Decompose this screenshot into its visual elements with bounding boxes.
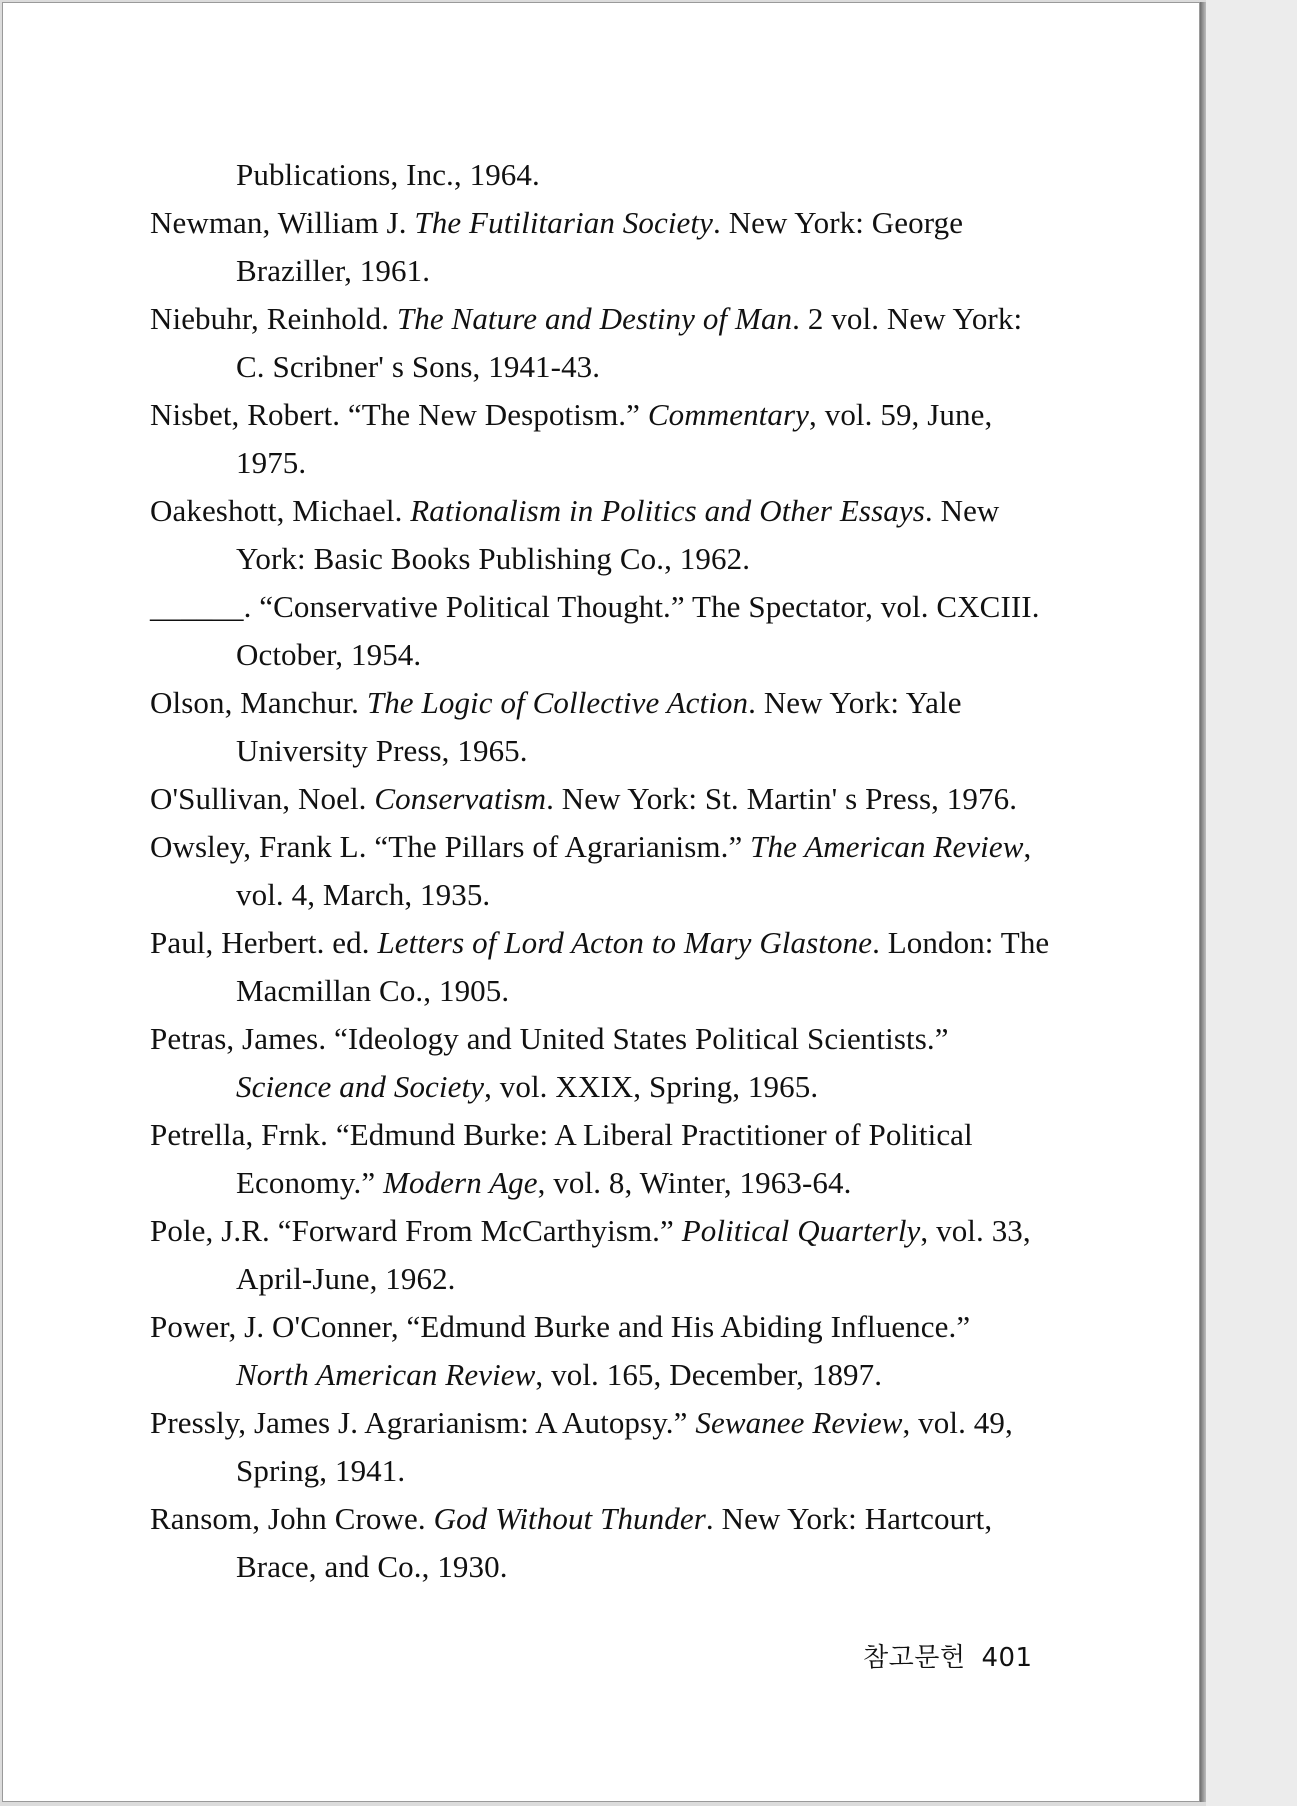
- reference-entry: [150, 199, 1050, 295]
- reference-entry: [150, 583, 1050, 679]
- reference-text: . New York: Yale University Press, 1965.: [236, 685, 962, 768]
- reference-entry: [150, 487, 1050, 583]
- reference-text: . 2 vol. New York: C. Scribner' s Sons, 1941-43.: [236, 301, 1023, 384]
- reference-title: Letters of Lord Acton to Mary Glastone: [377, 925, 873, 960]
- reference-title: Commentary: [647, 397, 810, 432]
- reference-text: . New York: Hartcourt, Brace, and Co., 1930.: [236, 1501, 993, 1584]
- reference-text: , vol. XXIX, Spring, 1965.: [484, 1069, 819, 1104]
- reference-text: , vol. 165, December, 1897.: [535, 1357, 883, 1392]
- reference-text: . New York: George Braziller, 1961.: [236, 205, 964, 288]
- reference-text: , vol. 59, June, 1975.: [236, 397, 993, 480]
- reference-title: The Logic of Collective Action: [366, 685, 749, 720]
- viewer-gutter: [1206, 0, 1297, 1806]
- reference-text: Owsley, Frank L. “The Pillars of Agrarianism.”: [150, 829, 751, 864]
- reference-title: Conservatism: [374, 781, 547, 816]
- reference-text: Paul, Herbert. ed.: [150, 925, 378, 960]
- reference-text: . New York: St. Martin' s Press, 1976.: [546, 781, 1018, 816]
- reference-entry: [150, 823, 1050, 919]
- reference-title: The American Review: [750, 829, 1024, 864]
- reference-entry: [150, 679, 1050, 775]
- reference-text: Publications, Inc., 1964.: [236, 157, 540, 192]
- document-page: [2, 2, 1200, 1802]
- reference-text: Petrella, Frnk. “Edmund Burke: A Liberal Practitioner of Political Economy.”: [150, 1117, 973, 1200]
- reference-text: , vol. 33, April-June, 1962.: [236, 1213, 1031, 1296]
- reference-text: Oakeshott, Michael.: [150, 493, 411, 528]
- reference-title: Science and Society: [236, 1069, 485, 1104]
- reference-entry: [150, 1399, 1050, 1495]
- reference-text: Pole, J.R. “Forward From McCarthyism.”: [150, 1213, 682, 1248]
- reference-text: O'Sullivan, Noel.: [150, 781, 375, 816]
- reference-text: . New York: Basic Books Publishing Co., 1962.: [236, 493, 1000, 576]
- reference-text: Pressly, James J. Agrarianism: A Autopsy.”: [150, 1405, 696, 1440]
- reference-text: , vol. 8, Winter, 1963-64.: [537, 1165, 852, 1200]
- reference-entry: [150, 151, 1050, 199]
- reference-text: ______. “Conservative Political Thought.” The Spectator, vol. CXCIII. October, 1954.: [150, 589, 1040, 672]
- reference-entry: [150, 919, 1050, 1015]
- page-number: 401: [981, 1643, 1033, 1673]
- reference-text: , vol. 4, March, 1935.: [236, 829, 1032, 912]
- reference-text: Niebuhr, Reinhold.: [150, 301, 397, 336]
- reference-entry: [150, 1111, 1050, 1207]
- reference-title: North American Review: [236, 1357, 536, 1392]
- reference-title: Sewanee Review: [695, 1405, 903, 1440]
- reference-text: Ransom, John Crowe.: [150, 1501, 434, 1536]
- reference-text: Petras, James. “Ideology and United States Political Scientists.”: [150, 1021, 949, 1056]
- reference-text: Power, J. O'Conner, “Edmund Burke and His Abiding Influence.”: [150, 1309, 971, 1344]
- reference-title: Rationalism in Politics and Other Essays: [410, 493, 925, 528]
- reference-text: Newman, William J.: [150, 205, 415, 240]
- reference-title: God Without Thunder: [433, 1501, 706, 1536]
- reference-title: The Nature and Destiny of Man: [396, 301, 793, 336]
- reference-entry: [150, 295, 1050, 391]
- reference-entry: [150, 1015, 1050, 1111]
- reference-text: , vol. 49, Spring, 1941.: [236, 1405, 1013, 1488]
- reference-text: Nisbet, Robert. “The New Despotism.”: [150, 397, 648, 432]
- bibliography-list: [150, 151, 1050, 1591]
- reference-entry: [150, 1495, 1050, 1591]
- reference-title: Modern Age: [383, 1165, 538, 1200]
- reference-title: Political Quarterly: [681, 1213, 921, 1248]
- reference-entry: [150, 391, 1050, 487]
- reference-text: Olson, Manchur.: [150, 685, 367, 720]
- reference-entry: [150, 1303, 1050, 1399]
- page-footer: [863, 1637, 1033, 1674]
- reference-title: The Futilitarian Society: [414, 205, 713, 240]
- reference-entry: [150, 775, 1050, 823]
- reference-text: . London: The Macmillan Co., 1905.: [236, 925, 1050, 1008]
- footer-section-title: 참고문헌: [863, 1643, 966, 1673]
- reference-entry: [150, 1207, 1050, 1303]
